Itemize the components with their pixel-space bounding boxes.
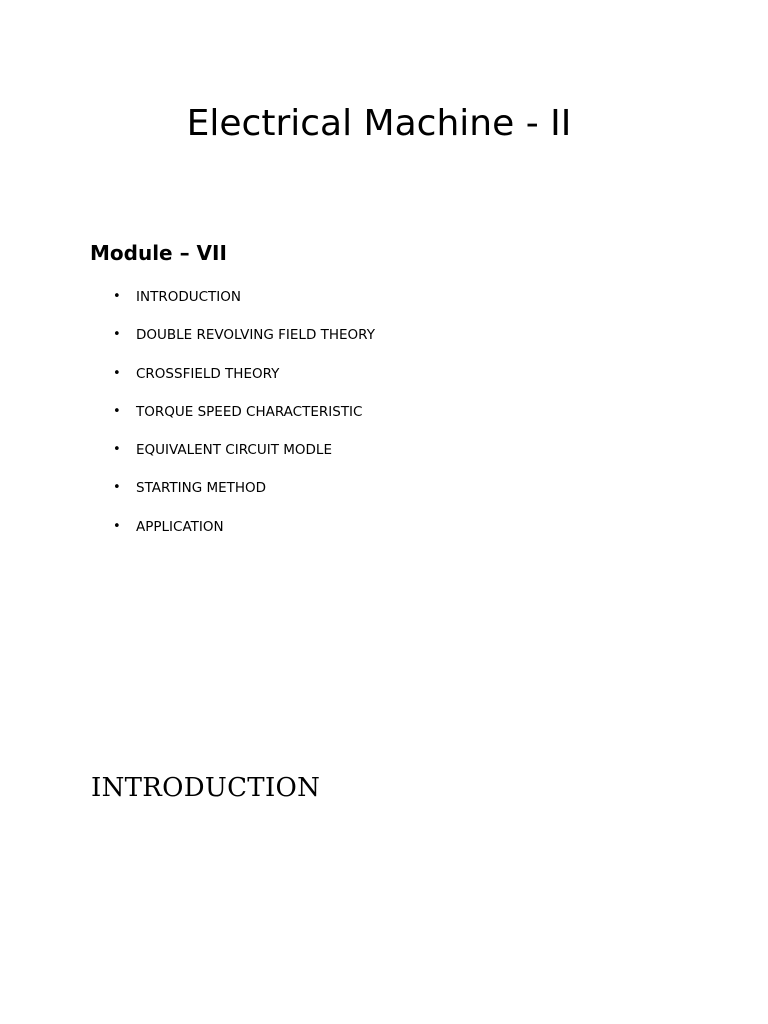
bullet-icon: • bbox=[113, 518, 121, 534]
bullet-icon: • bbox=[113, 289, 121, 304]
topic-label: INTRODUCTION bbox=[136, 289, 241, 305]
section-heading: INTRODUCTION bbox=[91, 773, 321, 803]
bullet-icon: • bbox=[113, 480, 121, 496]
topic-label: TORQUE SPEED CHARACTERISTIC bbox=[136, 403, 363, 420]
topic-label: EQUIVALENT CIRCUIT MODLE bbox=[136, 442, 332, 459]
document-title: Electrical Machine - II bbox=[186, 103, 572, 144]
topic-label: CROSSFIELD THEORY bbox=[136, 365, 280, 382]
module-heading: Module – VII bbox=[90, 241, 227, 265]
topic-label: APPLICATION bbox=[136, 518, 224, 535]
bullet-icon: • bbox=[113, 403, 121, 419]
topic-label: DOUBLE REVOLVING FIELD THEORY bbox=[136, 327, 375, 344]
topic-label: STARTING METHOD bbox=[136, 480, 267, 497]
bullet-icon: • bbox=[113, 442, 121, 458]
bullet-icon: • bbox=[113, 365, 121, 381]
bullet-icon: • bbox=[113, 327, 121, 343]
